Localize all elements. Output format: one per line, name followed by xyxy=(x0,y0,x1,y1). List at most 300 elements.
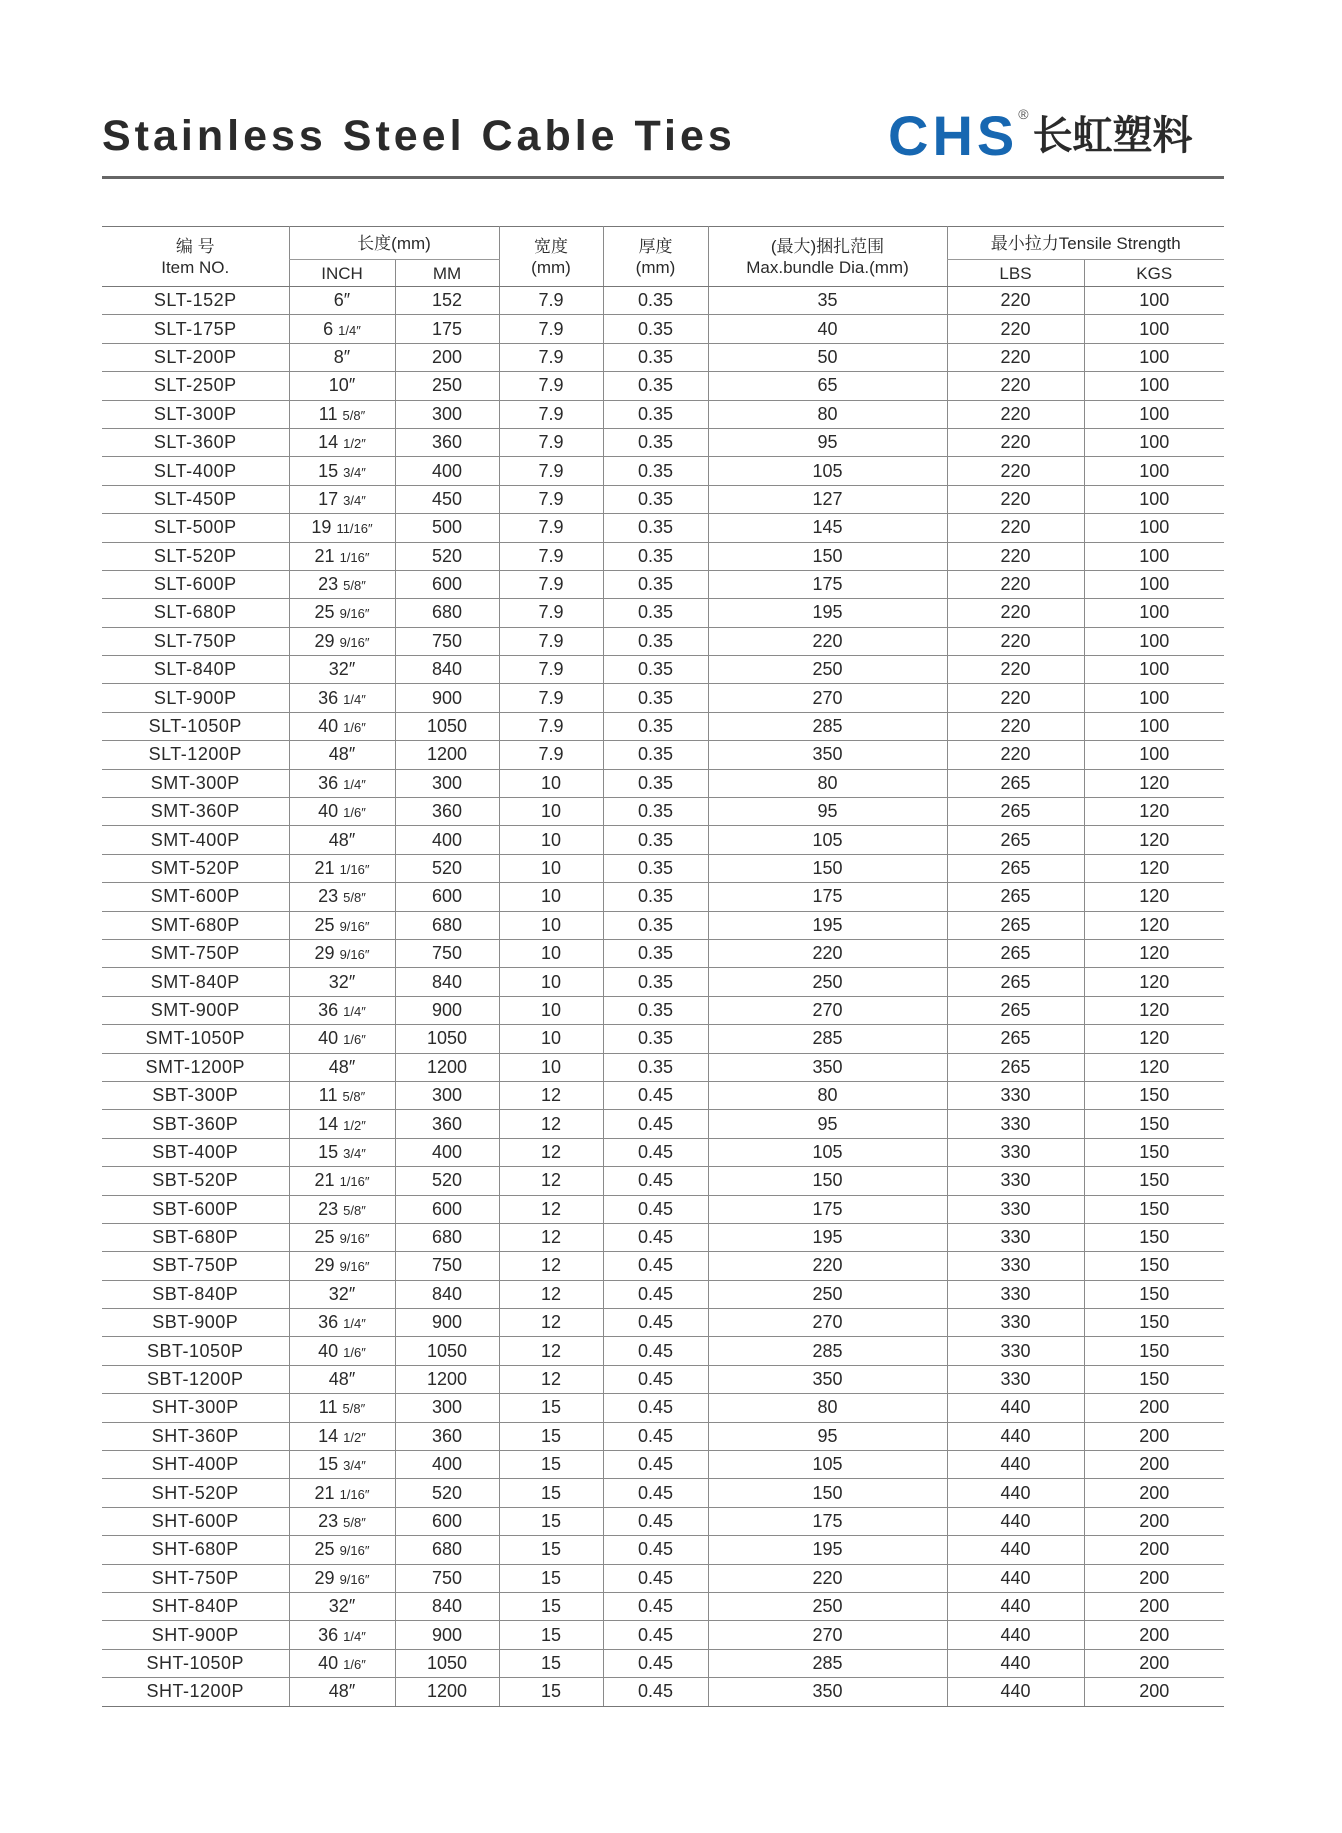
table-row xyxy=(102,1280,1224,1308)
width-cell: 12 xyxy=(499,1365,603,1393)
thickness-cell: 0.35 xyxy=(603,883,708,911)
inch-cell xyxy=(289,769,395,797)
kgs-cell: 200 xyxy=(1084,1422,1224,1450)
inch-whole: 14 xyxy=(318,432,339,453)
inch-fraction: 9/16″ xyxy=(339,1259,370,1275)
width-cell: 15 xyxy=(499,1479,603,1507)
kgs-cell: 150 xyxy=(1084,1110,1224,1138)
bundle-cell: 150 xyxy=(708,1167,947,1195)
table-row xyxy=(102,996,1224,1024)
inch-fraction: 1/6″ xyxy=(343,805,366,821)
item-code-cell: SLT-360P xyxy=(102,428,289,456)
mm-cell: 840 xyxy=(395,1592,499,1620)
mm-cell: 1200 xyxy=(395,1678,499,1706)
mm-cell: 680 xyxy=(395,1536,499,1564)
item-code-cell: SHT-360P xyxy=(102,1422,289,1450)
item-code-cell: SMT-600P xyxy=(102,883,289,911)
lbs-cell: 440 xyxy=(947,1592,1084,1620)
mm-cell: 600 xyxy=(395,1195,499,1223)
inch-whole: 32″ xyxy=(328,659,356,680)
inch-fraction: 9/16″ xyxy=(339,1543,370,1559)
item-code-cell: SHT-300P xyxy=(102,1394,289,1422)
mm-cell: 1200 xyxy=(395,1053,499,1081)
header-thick-cn: 厚度 xyxy=(638,236,673,256)
kgs-cell: 100 xyxy=(1084,400,1224,428)
table-row xyxy=(102,939,1224,967)
lbs-cell: 220 xyxy=(947,457,1084,485)
kgs-cell: 100 xyxy=(1084,428,1224,456)
inch-whole: 48″ xyxy=(328,744,356,765)
bundle-cell: 250 xyxy=(708,968,947,996)
thickness-cell: 0.45 xyxy=(603,1479,708,1507)
inch-cell xyxy=(289,428,395,456)
lbs-cell: 220 xyxy=(947,684,1084,712)
inch-fraction: 9/16″ xyxy=(339,947,370,963)
mm-cell: 1050 xyxy=(395,712,499,740)
inch-cell xyxy=(289,1536,395,1564)
inch-cell xyxy=(289,1649,395,1677)
lbs-cell: 220 xyxy=(947,372,1084,400)
item-code-cell: SMT-680P xyxy=(102,911,289,939)
lbs-cell: 220 xyxy=(947,485,1084,513)
mm-cell: 600 xyxy=(395,883,499,911)
inch-fraction: 3/4″ xyxy=(343,492,366,508)
lbs-cell: 330 xyxy=(947,1365,1084,1393)
inch-cell xyxy=(289,1365,395,1393)
thickness-cell: 0.35 xyxy=(603,712,708,740)
inch-cell xyxy=(289,1678,395,1706)
inch-cell xyxy=(289,712,395,740)
inch-whole: 40 xyxy=(318,716,339,737)
table-row xyxy=(102,1592,1224,1620)
width-cell: 7.9 xyxy=(499,400,603,428)
bundle-cell: 80 xyxy=(708,400,947,428)
kgs-cell: 200 xyxy=(1084,1621,1224,1649)
mm-cell: 750 xyxy=(395,1564,499,1592)
lbs-cell: 265 xyxy=(947,826,1084,854)
width-cell: 12 xyxy=(499,1081,603,1109)
header-length: 长度(mm) xyxy=(289,227,499,260)
kgs-cell: 200 xyxy=(1084,1507,1224,1535)
item-code-cell: SHT-520P xyxy=(102,1479,289,1507)
thickness-cell: 0.45 xyxy=(603,1592,708,1620)
kgs-cell: 200 xyxy=(1084,1678,1224,1706)
inch-whole: 11 xyxy=(318,403,338,424)
kgs-cell: 120 xyxy=(1084,911,1224,939)
width-cell: 7.9 xyxy=(499,372,603,400)
bundle-cell: 285 xyxy=(708,1025,947,1053)
thickness-cell: 0.35 xyxy=(603,769,708,797)
table-row xyxy=(102,1422,1224,1450)
width-cell: 7.9 xyxy=(499,542,603,570)
inch-fraction: 1/4″ xyxy=(343,691,366,707)
bundle-cell: 285 xyxy=(708,1337,947,1365)
mm-cell: 840 xyxy=(395,1280,499,1308)
thickness-cell: 0.35 xyxy=(603,798,708,826)
inch-whole: 48″ xyxy=(328,1681,356,1702)
inch-fraction: 1/16″ xyxy=(339,549,370,565)
thickness-cell: 0.35 xyxy=(603,684,708,712)
table-row xyxy=(102,1081,1224,1109)
table-row xyxy=(102,1564,1224,1592)
inch-whole: 21 xyxy=(314,1482,335,1503)
title-divider xyxy=(102,176,1224,179)
lbs-cell: 440 xyxy=(947,1564,1084,1592)
thickness-cell: 0.45 xyxy=(603,1110,708,1138)
inch-whole: 25 xyxy=(314,602,335,623)
width-cell: 7.9 xyxy=(499,514,603,542)
table-row xyxy=(102,372,1224,400)
inch-whole: 36 xyxy=(318,772,339,793)
inch-fraction: 1/4″ xyxy=(343,776,366,792)
table-row xyxy=(102,1621,1224,1649)
bundle-cell: 220 xyxy=(708,627,947,655)
lbs-cell: 265 xyxy=(947,769,1084,797)
bundle-cell: 105 xyxy=(708,457,947,485)
thickness-cell: 0.35 xyxy=(603,514,708,542)
inch-whole: 8″ xyxy=(333,346,351,367)
inch-whole: 6 xyxy=(323,318,334,339)
width-cell: 10 xyxy=(499,1025,603,1053)
bundle-cell: 350 xyxy=(708,1678,947,1706)
table-row xyxy=(102,968,1224,996)
width-cell: 7.9 xyxy=(499,315,603,343)
inch-cell xyxy=(289,599,395,627)
item-code-cell: SBT-1050P xyxy=(102,1337,289,1365)
width-cell: 15 xyxy=(499,1678,603,1706)
inch-cell xyxy=(289,1309,395,1337)
thickness-cell: 0.45 xyxy=(603,1223,708,1251)
bundle-cell: 150 xyxy=(708,1479,947,1507)
inch-cell xyxy=(289,656,395,684)
header-item-cn: 编 号 xyxy=(175,236,215,256)
mm-cell: 900 xyxy=(395,996,499,1024)
mm-cell: 400 xyxy=(395,826,499,854)
inch-cell xyxy=(289,798,395,826)
inch-whole: 14 xyxy=(318,1113,339,1134)
item-code-cell: SHT-900P xyxy=(102,1621,289,1649)
thickness-cell: 0.45 xyxy=(603,1280,708,1308)
bundle-cell: 80 xyxy=(708,769,947,797)
width-cell: 7.9 xyxy=(499,570,603,598)
bundle-cell: 175 xyxy=(708,1507,947,1535)
kgs-cell: 150 xyxy=(1084,1167,1224,1195)
inch-fraction: 9/16″ xyxy=(339,1571,370,1587)
inch-whole: 40 xyxy=(318,1028,339,1049)
thickness-cell: 0.45 xyxy=(603,1195,708,1223)
inch-whole: 15 xyxy=(318,1454,339,1475)
inch-cell xyxy=(289,1394,395,1422)
kgs-cell: 100 xyxy=(1084,570,1224,598)
inch-cell xyxy=(289,741,395,769)
thickness-cell: 0.45 xyxy=(603,1678,708,1706)
width-cell: 7.9 xyxy=(499,485,603,513)
table-row xyxy=(102,1507,1224,1535)
inch-cell xyxy=(289,1451,395,1479)
thickness-cell: 0.35 xyxy=(603,542,708,570)
inch-fraction: 1/6″ xyxy=(343,1032,366,1048)
thickness-cell: 0.45 xyxy=(603,1564,708,1592)
thickness-cell: 0.35 xyxy=(603,741,708,769)
inch-whole: 15 xyxy=(318,460,339,481)
bundle-cell: 270 xyxy=(708,684,947,712)
width-cell: 12 xyxy=(499,1280,603,1308)
item-code-cell: SBT-360P xyxy=(102,1110,289,1138)
mm-cell: 360 xyxy=(395,1422,499,1450)
inch-whole: 48″ xyxy=(328,1369,356,1390)
thickness-cell: 0.35 xyxy=(603,570,708,598)
width-cell: 7.9 xyxy=(499,627,603,655)
item-code-cell: SBT-520P xyxy=(102,1167,289,1195)
inch-whole: 48″ xyxy=(328,1056,356,1077)
inch-whole: 23 xyxy=(318,1198,339,1219)
table-row xyxy=(102,798,1224,826)
item-code-cell: SHT-600P xyxy=(102,1507,289,1535)
table-row xyxy=(102,514,1224,542)
mm-cell: 300 xyxy=(395,769,499,797)
width-cell: 7.9 xyxy=(499,287,603,315)
mm-cell: 1050 xyxy=(395,1649,499,1677)
inch-cell xyxy=(289,542,395,570)
width-cell: 12 xyxy=(499,1252,603,1280)
inch-fraction: 1/6″ xyxy=(343,1656,366,1672)
lbs-cell: 220 xyxy=(947,428,1084,456)
width-cell: 10 xyxy=(499,996,603,1024)
mm-cell: 300 xyxy=(395,1081,499,1109)
inch-whole: 32″ xyxy=(328,1283,356,1304)
header-item-en: Item NO. xyxy=(161,257,230,277)
bundle-cell: 145 xyxy=(708,514,947,542)
kgs-cell: 120 xyxy=(1084,883,1224,911)
width-cell: 15 xyxy=(499,1394,603,1422)
inch-cell xyxy=(289,1223,395,1251)
bundle-cell: 250 xyxy=(708,656,947,684)
thickness-cell: 0.45 xyxy=(603,1081,708,1109)
width-cell: 10 xyxy=(499,798,603,826)
kgs-cell: 200 xyxy=(1084,1451,1224,1479)
thickness-cell: 0.45 xyxy=(603,1422,708,1450)
bundle-cell: 105 xyxy=(708,1451,947,1479)
inch-fraction: 3/4″ xyxy=(343,464,366,480)
table-row xyxy=(102,1223,1224,1251)
mm-cell: 680 xyxy=(395,911,499,939)
inch-fraction: 5/8″ xyxy=(343,1202,366,1218)
table-row xyxy=(102,1451,1224,1479)
bundle-cell: 195 xyxy=(708,911,947,939)
width-cell: 12 xyxy=(499,1138,603,1166)
thickness-cell: 0.35 xyxy=(603,996,708,1024)
thickness-cell: 0.35 xyxy=(603,854,708,882)
thickness-cell: 0.35 xyxy=(603,400,708,428)
item-code-cell: SLT-840P xyxy=(102,656,289,684)
kgs-cell: 150 xyxy=(1084,1365,1224,1393)
mm-cell: 840 xyxy=(395,968,499,996)
inch-fraction: 1/2″ xyxy=(343,1429,366,1445)
mm-cell: 152 xyxy=(395,287,499,315)
item-code-cell: SLT-175P xyxy=(102,315,289,343)
table-row xyxy=(102,826,1224,854)
table-row xyxy=(102,1337,1224,1365)
inch-fraction: 5/8″ xyxy=(343,578,366,594)
kgs-cell: 150 xyxy=(1084,1081,1224,1109)
bundle-cell: 35 xyxy=(708,287,947,315)
bundle-cell: 350 xyxy=(708,741,947,769)
thickness-cell: 0.35 xyxy=(603,826,708,854)
registered-mark: ® xyxy=(1018,106,1029,122)
inch-cell xyxy=(289,1564,395,1592)
thickness-cell: 0.45 xyxy=(603,1649,708,1677)
inch-whole: 17 xyxy=(318,488,339,509)
item-code-cell: SMT-900P xyxy=(102,996,289,1024)
lbs-cell: 265 xyxy=(947,911,1084,939)
lbs-cell: 220 xyxy=(947,627,1084,655)
item-code-cell: SBT-300P xyxy=(102,1081,289,1109)
item-code-cell: SHT-840P xyxy=(102,1592,289,1620)
thickness-cell: 0.45 xyxy=(603,1167,708,1195)
width-cell: 10 xyxy=(499,911,603,939)
inch-cell xyxy=(289,1110,395,1138)
lbs-cell: 265 xyxy=(947,939,1084,967)
width-cell: 10 xyxy=(499,883,603,911)
width-cell: 10 xyxy=(499,1053,603,1081)
width-cell: 10 xyxy=(499,968,603,996)
mm-cell: 680 xyxy=(395,1223,499,1251)
lbs-cell: 440 xyxy=(947,1621,1084,1649)
item-code-cell: SBT-900P xyxy=(102,1309,289,1337)
inch-whole: 36 xyxy=(318,999,339,1020)
table-row xyxy=(102,428,1224,456)
lbs-cell: 220 xyxy=(947,315,1084,343)
kgs-cell: 100 xyxy=(1084,542,1224,570)
inch-fraction: 1/4″ xyxy=(343,1003,366,1019)
bundle-cell: 195 xyxy=(708,1223,947,1251)
width-cell: 10 xyxy=(499,939,603,967)
lbs-cell: 330 xyxy=(947,1280,1084,1308)
inch-cell xyxy=(289,911,395,939)
item-code-cell: SLT-900P xyxy=(102,684,289,712)
mm-cell: 250 xyxy=(395,372,499,400)
bundle-cell: 105 xyxy=(708,1138,947,1166)
mm-cell: 300 xyxy=(395,1394,499,1422)
bundle-cell: 250 xyxy=(708,1592,947,1620)
table-row xyxy=(102,656,1224,684)
width-cell: 12 xyxy=(499,1337,603,1365)
header-thick-unit: (mm) xyxy=(635,257,676,277)
inch-cell xyxy=(289,1195,395,1223)
inch-fraction: 1/4″ xyxy=(338,322,361,338)
inch-whole: 36 xyxy=(318,1312,339,1333)
inch-fraction: 1/2″ xyxy=(343,1117,366,1133)
thickness-cell: 0.35 xyxy=(603,656,708,684)
thickness-cell: 0.35 xyxy=(603,315,708,343)
table-body xyxy=(102,287,1224,1707)
bundle-cell: 80 xyxy=(708,1081,947,1109)
mm-cell: 520 xyxy=(395,1479,499,1507)
inch-cell xyxy=(289,1592,395,1620)
inch-whole: 23 xyxy=(318,886,339,907)
width-cell: 10 xyxy=(499,826,603,854)
inch-fraction: 11/16″ xyxy=(336,521,373,537)
inch-cell xyxy=(289,1025,395,1053)
thickness-cell: 0.45 xyxy=(603,1252,708,1280)
inch-fraction: 5/8″ xyxy=(342,407,366,423)
lbs-cell: 440 xyxy=(947,1451,1084,1479)
bundle-cell: 220 xyxy=(708,939,947,967)
inch-whole: 21 xyxy=(314,1170,335,1191)
inch-cell xyxy=(289,1337,395,1365)
width-cell: 7.9 xyxy=(499,712,603,740)
inch-cell xyxy=(289,684,395,712)
lbs-cell: 265 xyxy=(947,854,1084,882)
thickness-cell: 0.35 xyxy=(603,428,708,456)
table-row xyxy=(102,1138,1224,1166)
lbs-cell: 330 xyxy=(947,1252,1084,1280)
bundle-cell: 150 xyxy=(708,542,947,570)
width-cell: 7.9 xyxy=(499,428,603,456)
table-row xyxy=(102,1394,1224,1422)
table-row xyxy=(102,400,1224,428)
inch-fraction: 1/16″ xyxy=(339,862,370,877)
mm-cell: 520 xyxy=(395,1167,499,1195)
bundle-cell: 195 xyxy=(708,599,947,627)
mm-cell: 600 xyxy=(395,1507,499,1535)
mm-cell: 600 xyxy=(395,570,499,598)
inch-fraction: 1/4″ xyxy=(343,1316,366,1332)
mm-cell: 520 xyxy=(395,854,499,882)
item-code-cell: SBT-840P xyxy=(102,1280,289,1308)
item-code-cell: SBT-680P xyxy=(102,1223,289,1251)
inch-cell xyxy=(289,287,395,315)
item-code-cell: SBT-400P xyxy=(102,1138,289,1166)
kgs-cell: 100 xyxy=(1084,656,1224,684)
mm-cell: 400 xyxy=(395,457,499,485)
inch-cell xyxy=(289,514,395,542)
mm-cell: 500 xyxy=(395,514,499,542)
header-kgs: KGS xyxy=(1084,260,1224,287)
inch-cell xyxy=(289,1167,395,1195)
kgs-cell: 200 xyxy=(1084,1649,1224,1677)
inch-cell xyxy=(289,315,395,343)
inch-fraction: 3/4″ xyxy=(343,1458,366,1474)
mm-cell: 900 xyxy=(395,684,499,712)
kgs-cell: 120 xyxy=(1084,996,1224,1024)
kgs-cell: 150 xyxy=(1084,1252,1224,1280)
item-code-cell: SMT-400P xyxy=(102,826,289,854)
inch-fraction: 1/6″ xyxy=(343,720,366,736)
item-code-cell: SLT-300P xyxy=(102,400,289,428)
table-row xyxy=(102,712,1224,740)
kgs-cell: 150 xyxy=(1084,1309,1224,1337)
item-code-cell: SLT-500P xyxy=(102,514,289,542)
thickness-cell: 0.35 xyxy=(603,1025,708,1053)
item-code-cell: SMT-1050P xyxy=(102,1025,289,1053)
item-code-cell: SLT-200P xyxy=(102,343,289,371)
table-row xyxy=(102,1053,1224,1081)
page-title: Stainless Steel Cable Ties xyxy=(102,112,736,160)
mm-cell: 750 xyxy=(395,627,499,655)
mm-cell: 400 xyxy=(395,1451,499,1479)
mm-cell: 300 xyxy=(395,400,499,428)
table-header xyxy=(102,227,1224,287)
width-cell: 10 xyxy=(499,769,603,797)
mm-cell: 900 xyxy=(395,1621,499,1649)
item-code-cell: SMT-360P xyxy=(102,798,289,826)
table-row xyxy=(102,769,1224,797)
thickness-cell: 0.45 xyxy=(603,1337,708,1365)
item-code-cell: SMT-520P xyxy=(102,854,289,882)
lbs-cell: 265 xyxy=(947,1053,1084,1081)
kgs-cell: 150 xyxy=(1084,1195,1224,1223)
